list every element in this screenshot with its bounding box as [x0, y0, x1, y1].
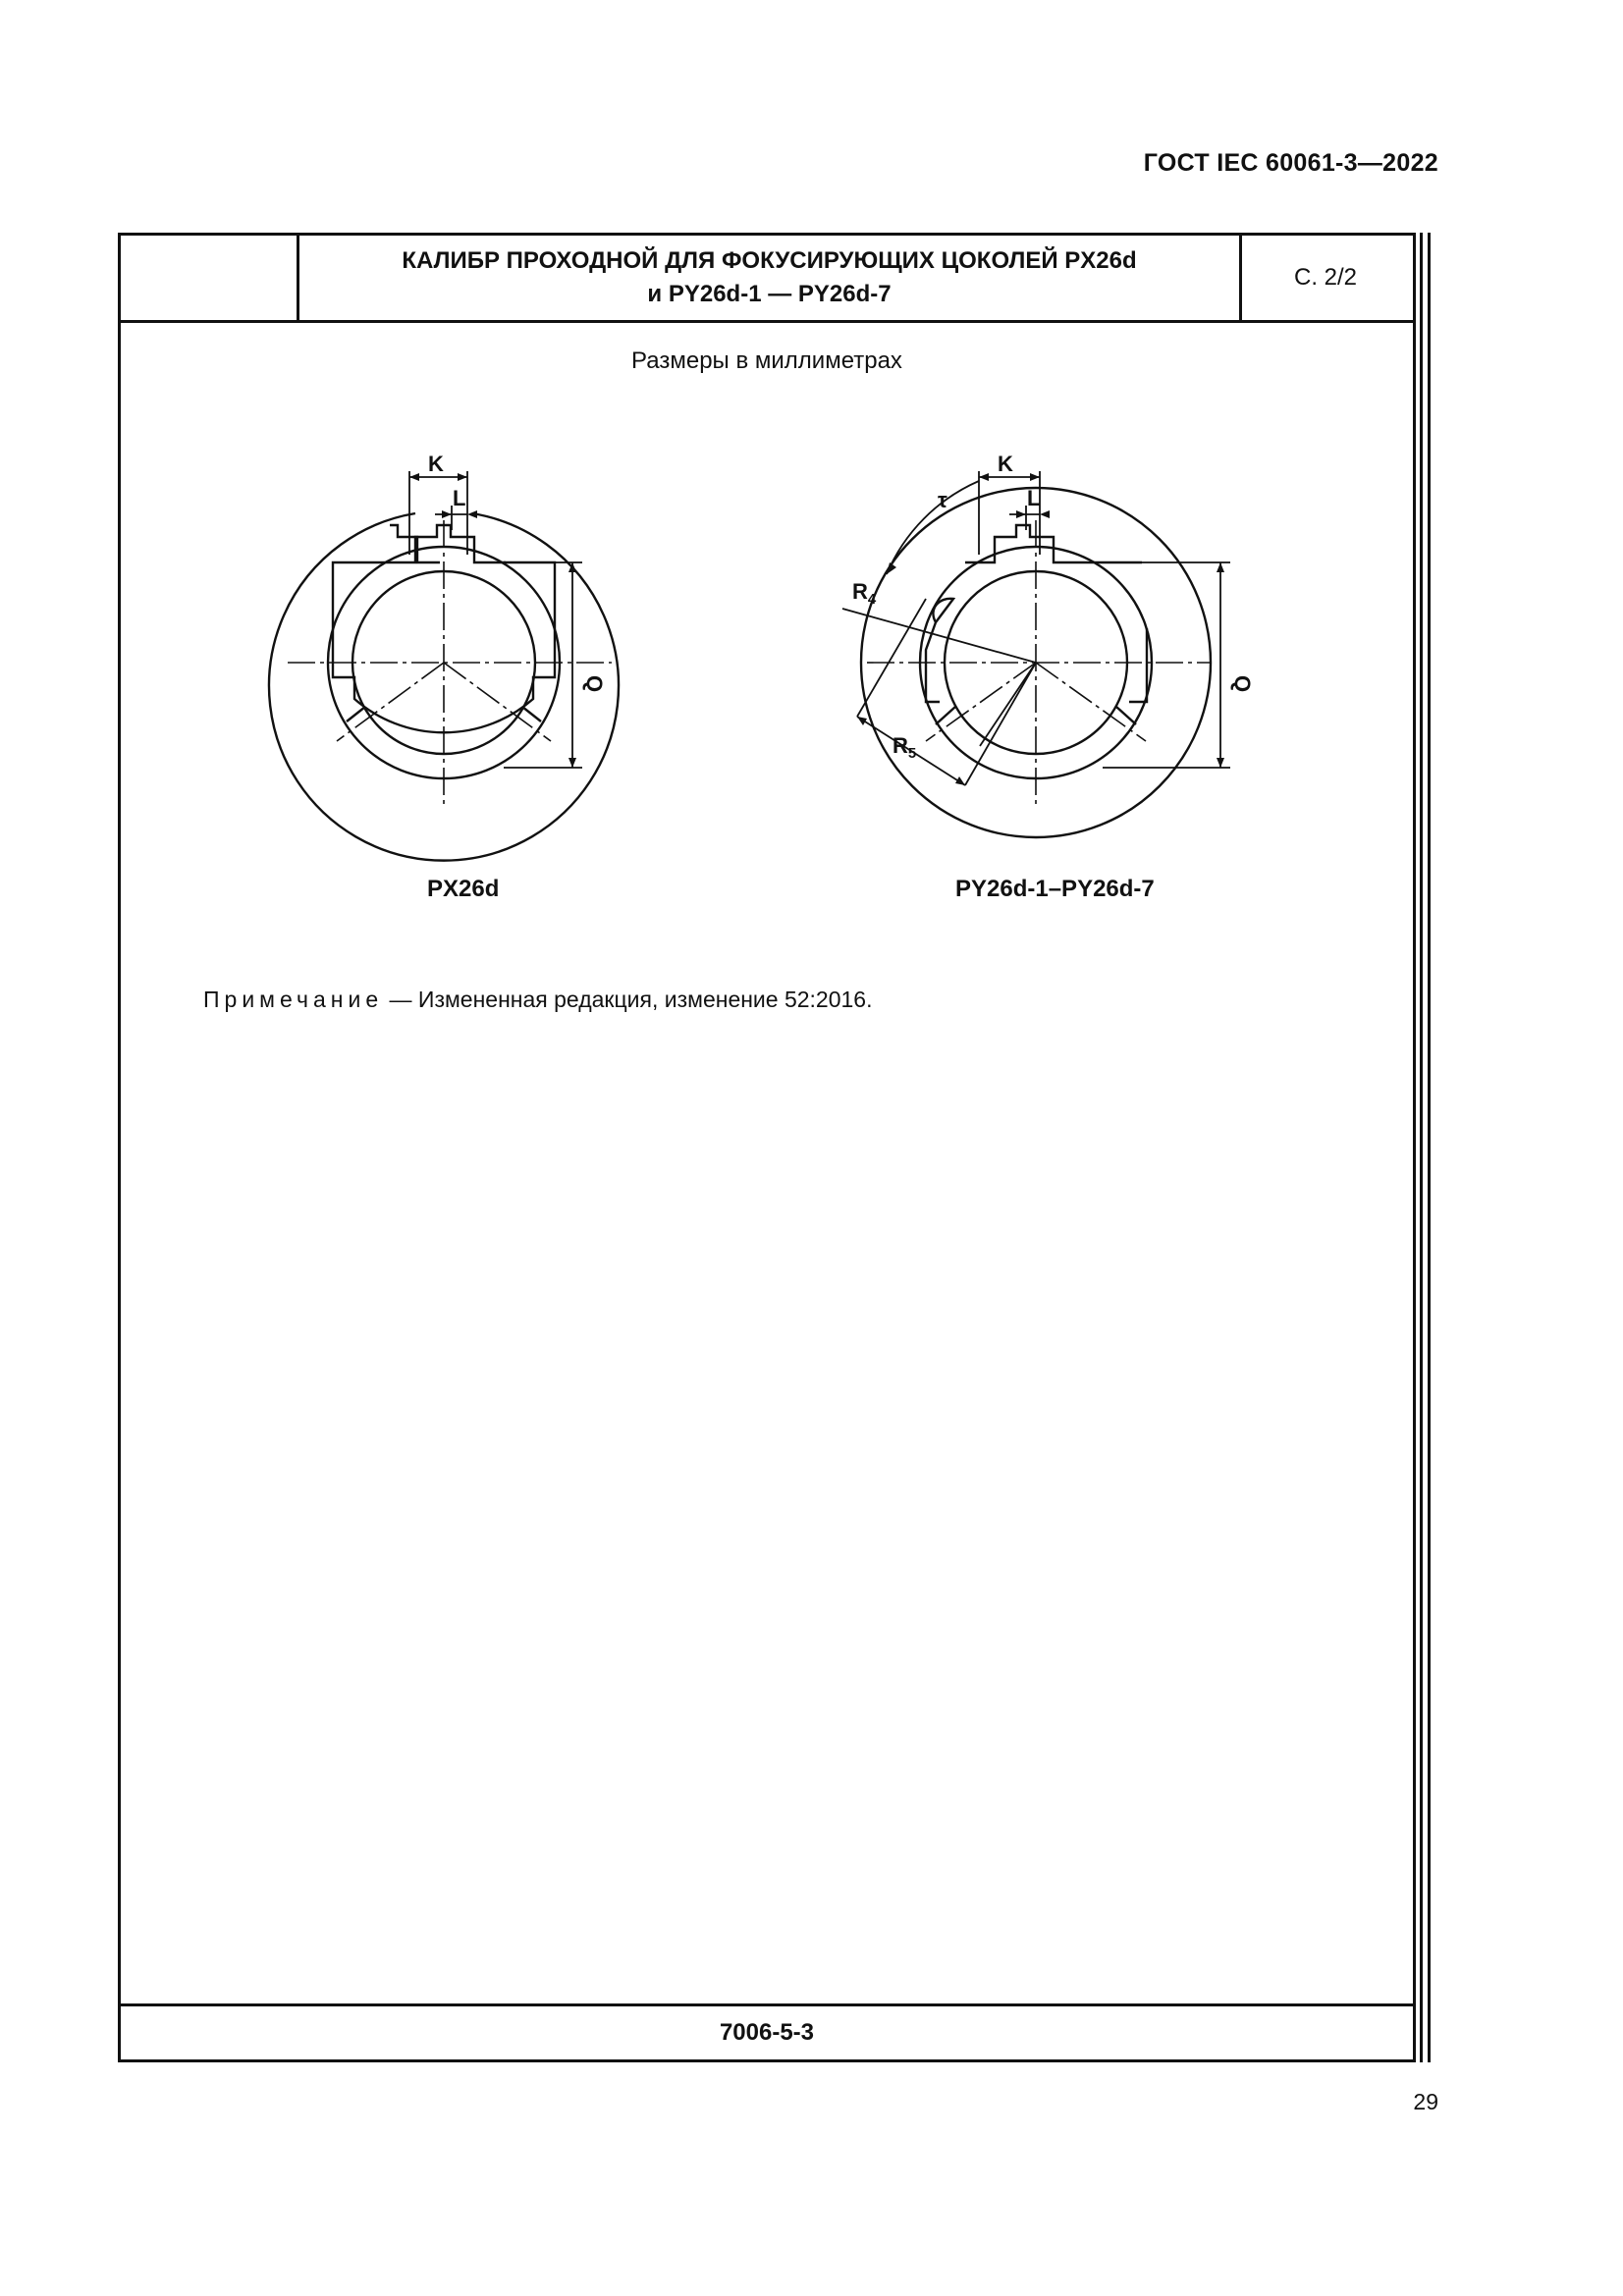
caption-py26d: PY26d-1–PY26d-7 [955, 876, 1155, 902]
py26d-key-step [965, 525, 1142, 562]
sheet-page-ref: С. 2/2 [1293, 264, 1358, 291]
py26d-label-r4: $R_4$ [852, 579, 877, 608]
py26d-label-r5: $R_5$ [893, 733, 917, 762]
header-empty-cell [121, 236, 299, 320]
py26d-label-tau: τ [938, 488, 947, 512]
frame-double-line-1 [1420, 233, 1423, 2062]
sheet-title [299, 236, 1242, 320]
note-label: Примечание [203, 987, 384, 1012]
page-number: 29 [1413, 2089, 1438, 2114]
sheet-frame [118, 233, 1416, 2062]
note [203, 987, 873, 1013]
note-text: — Измененная редакция, изменение 52:2016. [383, 987, 873, 1012]
figure-py26d [818, 412, 1270, 854]
px26d-label-k: K [428, 452, 444, 476]
py26d-label-k: K [998, 452, 1013, 476]
caption-px26d: PX26d [427, 876, 500, 902]
sheet-number: 7006-5-3 [121, 2003, 1413, 2059]
sheet-header-row [121, 236, 1413, 323]
py26d-r5-leader [980, 663, 1036, 746]
frame-double-line-2 [1428, 233, 1431, 2062]
sheet-title-line2: и PY26d-1 — PY26d-7 [647, 281, 892, 307]
px26d-label-l: L [453, 486, 466, 510]
py26d-label-l: L [1027, 486, 1041, 510]
document-code: ГОСТ IEC 60061-3—2022 [1143, 149, 1438, 177]
sheet-title-line1: КАЛИБР ПРОХОДНОЙ ДЛЯ ФОКУСИРУЮЩИХ ЦОКОЛЕЙ PX26d [402, 247, 1137, 274]
py26d-label-q: Q [1230, 675, 1255, 693]
px26d-label-q: Q [582, 675, 607, 693]
figure-px26d [288, 412, 661, 854]
units-note: Размеры в миллиметрах [631, 347, 902, 374]
